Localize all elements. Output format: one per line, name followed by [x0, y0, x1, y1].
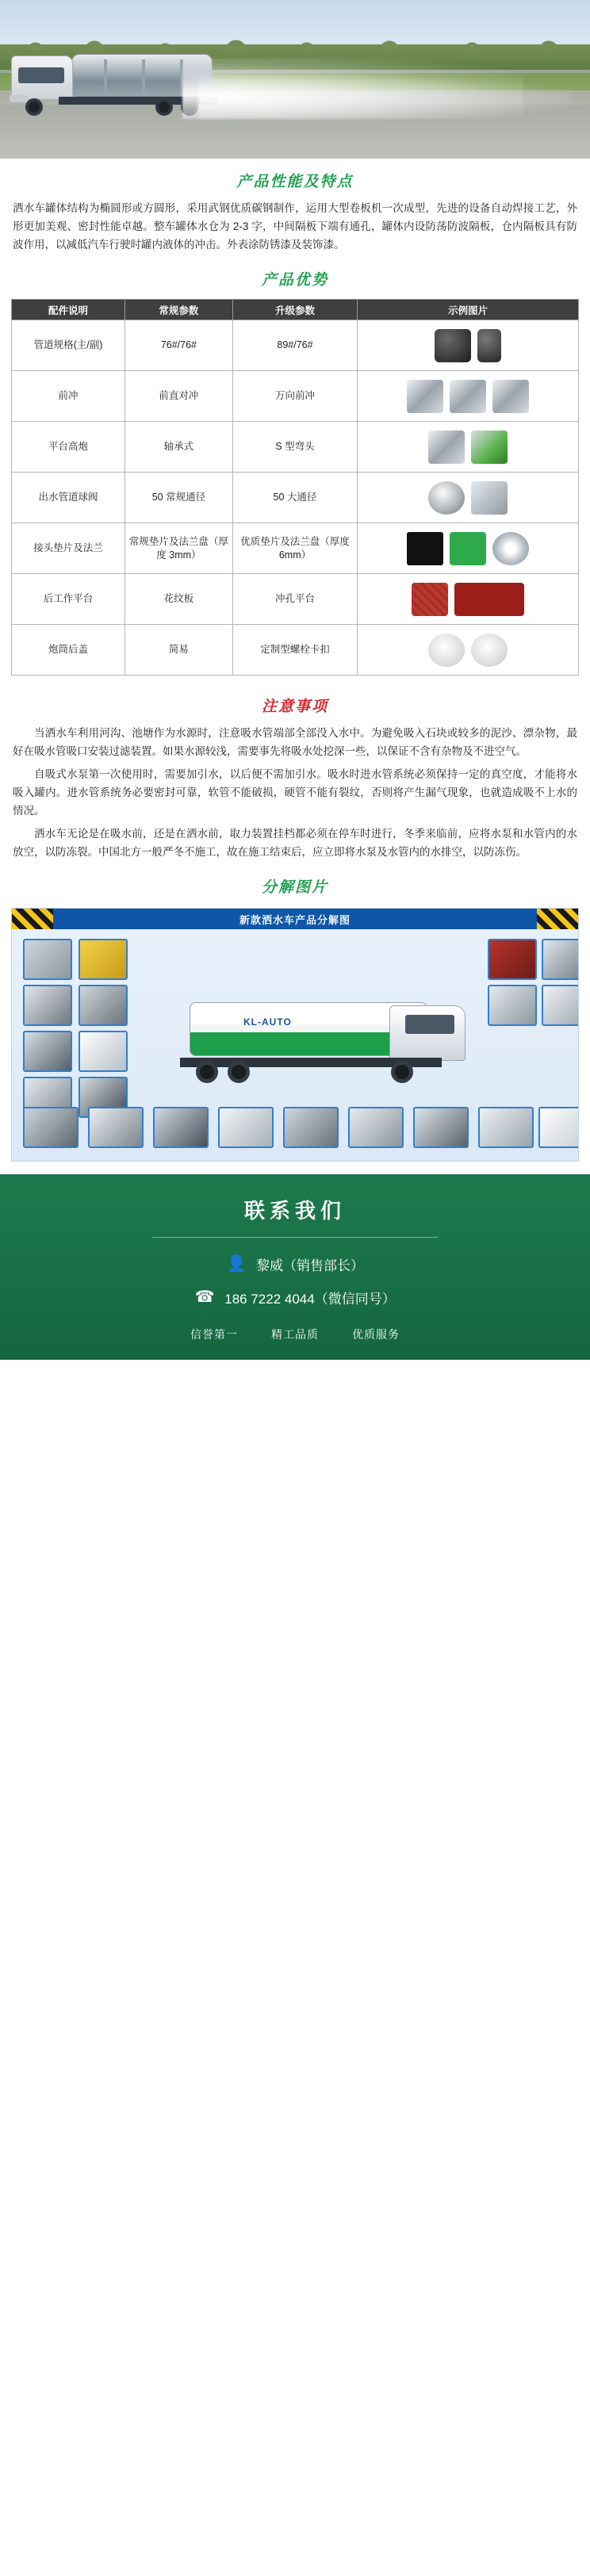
part-cell-19 [413, 1107, 469, 1148]
part-cell-15 [153, 1107, 209, 1148]
checker-plate-icon [412, 583, 448, 616]
notice-paragraph-1: 当洒水车利用河沟、池塘作为水源时，注意吸水管端部全部没入水中。为避免吸入石块或较多的泥沙、漂杂物，最好在吸水管吸口安装过滤装置。如果水源较浅，需要事先将吸水处挖深一些，以保证不含有杂物及不进空气。 [13, 727, 577, 757]
valve-handle-icon [471, 481, 508, 515]
contact-person-row [0, 1254, 590, 1274]
cell-name: 炮筒后盖 [12, 625, 125, 676]
th-standard: 常规参数 [125, 300, 233, 320]
th-picture: 示例图片 [358, 300, 579, 320]
contact-section [0, 1174, 590, 1360]
person-icon: 👤 [226, 1255, 247, 1273]
barrel-cap-icon [428, 633, 465, 667]
part-cell-21 [538, 1107, 579, 1148]
water-spray-lower [198, 76, 571, 121]
elbow-icon [450, 380, 486, 413]
notice-title: 注意事项 [261, 699, 328, 715]
diagram-wheel-rear-1 [196, 1061, 218, 1083]
front-bumper [10, 95, 29, 102]
notice-paragraph-2: 自吸式水泵第一次使用时，需要加引水，以后便不需加引水。吸水时进水管系统必须保持一定的真空度，才能将水吸入罐内。进水管系统务必要密封可靠，软管不能破损，硬管不能有裂纹，否则将产生漏气现象，也就造成吸不上水的情况。 [13, 768, 577, 817]
slogan-2: 精工品质 [271, 1328, 319, 1341]
table-header-row [12, 300, 579, 320]
cell-name: 前冲 [12, 371, 125, 422]
nozzle-icon [407, 380, 443, 413]
perforated-platform-icon [454, 583, 524, 616]
cell-name: 接头垫片及法兰 [12, 523, 125, 574]
diagram-wheel-rear-2 [228, 1061, 250, 1083]
diagram-header [12, 909, 578, 929]
cell-upgrade: 优质垫片及法兰盘（厚度 6mm） [232, 523, 357, 574]
ball-valve-icon [428, 481, 465, 515]
gasket-icon [407, 532, 443, 565]
part-cell-1 [23, 939, 72, 980]
cell-standard: 50 常规通径 [125, 473, 233, 523]
cell-upgrade: 50 大通径 [232, 473, 357, 523]
part-cell-12 [542, 985, 579, 1026]
joint-icon [492, 380, 529, 413]
valve-thumbnails [361, 481, 575, 515]
phone-icon: ☎ [194, 1288, 215, 1306]
th-name: 配件说明 [12, 300, 125, 320]
cell-name: 后工作平台 [12, 574, 125, 625]
cell-upgrade: 89#/76# [232, 320, 357, 371]
cell-picture [358, 473, 579, 523]
truck-cab [11, 56, 73, 100]
cell-standard: 前直对冲 [125, 371, 233, 422]
table-row [12, 422, 579, 473]
cell-name: 平台高炮 [12, 422, 125, 473]
cell-standard: 常规垫片及法兰盘（厚度 3mm） [125, 523, 233, 574]
green-gasket-icon [450, 532, 486, 565]
part-cell-10 [488, 985, 537, 1026]
diagram-title: 分解图片 [261, 879, 328, 896]
cab-window [18, 67, 64, 83]
spray-gun-icon [471, 431, 508, 464]
cell-standard: 76#/76# [125, 320, 233, 371]
cell-standard: 花纹板 [125, 574, 233, 625]
table-row [12, 574, 579, 625]
part-cell-6 [79, 985, 128, 1026]
features-text: 洒水车罐体结构为椭圆形或方圆形，采用武钢优质碳钢制作，运用大型卷板机一次成型，先进的设备自动焊接工艺，外形更加美观、密封性能卓越。整车罐体水仓为 2-3 字，中间隔板下端有通孔，罐体内设防荡防波隔板，仓内隔板具有防波作用，以减低汽车行驶时罐内液体的冲击。外表涂防锈漆及装饰漆。 [13, 202, 577, 251]
divider [152, 1237, 438, 1238]
nozzle-thumbnails [361, 380, 575, 413]
cell-picture [358, 625, 579, 676]
contact-person-name: 黎威（销售部长） [256, 1257, 364, 1273]
table-row [12, 473, 579, 523]
pipe-icon [435, 329, 471, 362]
diagram-wheel-front [391, 1061, 413, 1083]
part-cell-11 [542, 939, 579, 980]
table-row [12, 320, 579, 371]
truck-brand-label: KL-AUTO [243, 1016, 292, 1028]
cell-name: 管道规格(主/副) [12, 320, 125, 371]
hazard-stripe-right [537, 909, 578, 929]
notice-paragraph-3: 洒水车无论是在吸水前，还是在洒水前，取力装置挂档都必须在停车时进行，冬季来临前，应将水泵和水管内的水放空，以防冻裂。中国北方一般严冬不施工，故在施工结束后，应立即将水泵及水管内的水排空，以防冻伤。 [13, 828, 577, 858]
part-cell-20 [478, 1107, 534, 1148]
cell-picture [358, 320, 579, 371]
cell-standard: 轴承式 [125, 422, 233, 473]
table-row [12, 523, 579, 574]
diagram-cab-window [405, 1015, 454, 1034]
table-row [12, 625, 579, 676]
cell-standard: 简易 [125, 625, 233, 676]
exploded-diagram [11, 908, 579, 1162]
contact-title: 联系我们 [243, 1199, 346, 1223]
cell-upgrade: 万向前冲 [232, 371, 357, 422]
contact-phone-number[interactable]: 186 7222 4044（微信同号） [224, 1291, 396, 1307]
platform-thumbnails [361, 583, 575, 616]
table-row [12, 371, 579, 422]
pipe-thumbnails [361, 329, 575, 362]
advantage-title: 产品优势 [261, 272, 328, 289]
slogan-1: 信誉第一 [190, 1328, 238, 1341]
cannon-thumbnails [361, 431, 575, 464]
diagram-truck [148, 985, 465, 1088]
part-cell-14 [88, 1107, 144, 1148]
slogan-3: 优质服务 [352, 1328, 400, 1341]
part-cell-3 [23, 1031, 72, 1072]
contact-phone-row[interactable] [0, 1287, 590, 1307]
part-cell-16 [218, 1107, 274, 1148]
cell-picture [358, 371, 579, 422]
part-cell-17 [283, 1107, 339, 1148]
cell-upgrade: 冲孔平台 [232, 574, 357, 625]
part-cell-7 [79, 1031, 128, 1072]
part-cell-9 [488, 939, 537, 980]
gasket-thumbnails [361, 532, 575, 565]
spec-table-wrapper [0, 296, 590, 683]
pipe-small-icon [477, 329, 501, 362]
part-cell-2 [23, 985, 72, 1026]
wheel-front [25, 98, 43, 116]
cell-name: 出水管道球阀 [12, 473, 125, 523]
water-cannon-icon [428, 431, 465, 464]
th-upgrade: 升级参数 [232, 300, 357, 320]
flange-icon [492, 532, 529, 565]
cap-thumbnails [361, 633, 575, 667]
cell-picture [358, 523, 579, 574]
diagram-header-text: 新款洒水车产品分解图 [239, 913, 351, 926]
hazard-stripe-left [12, 909, 53, 929]
slogan-row [0, 1326, 590, 1342]
wheel-rear-1 [155, 98, 173, 116]
part-cell-5 [79, 939, 128, 980]
hero-photo [0, 0, 590, 159]
spec-table [11, 299, 579, 676]
cell-upgrade: S 型弯头 [232, 422, 357, 473]
part-cell-13 [23, 1107, 79, 1148]
barrel-cap-icon-2 [471, 633, 508, 667]
cell-upgrade: 定制型螺栓卡扣 [232, 625, 357, 676]
cell-picture [358, 422, 579, 473]
features-title: 产品性能及特点 [236, 174, 354, 190]
cell-picture [358, 574, 579, 625]
part-cell-18 [348, 1107, 404, 1148]
